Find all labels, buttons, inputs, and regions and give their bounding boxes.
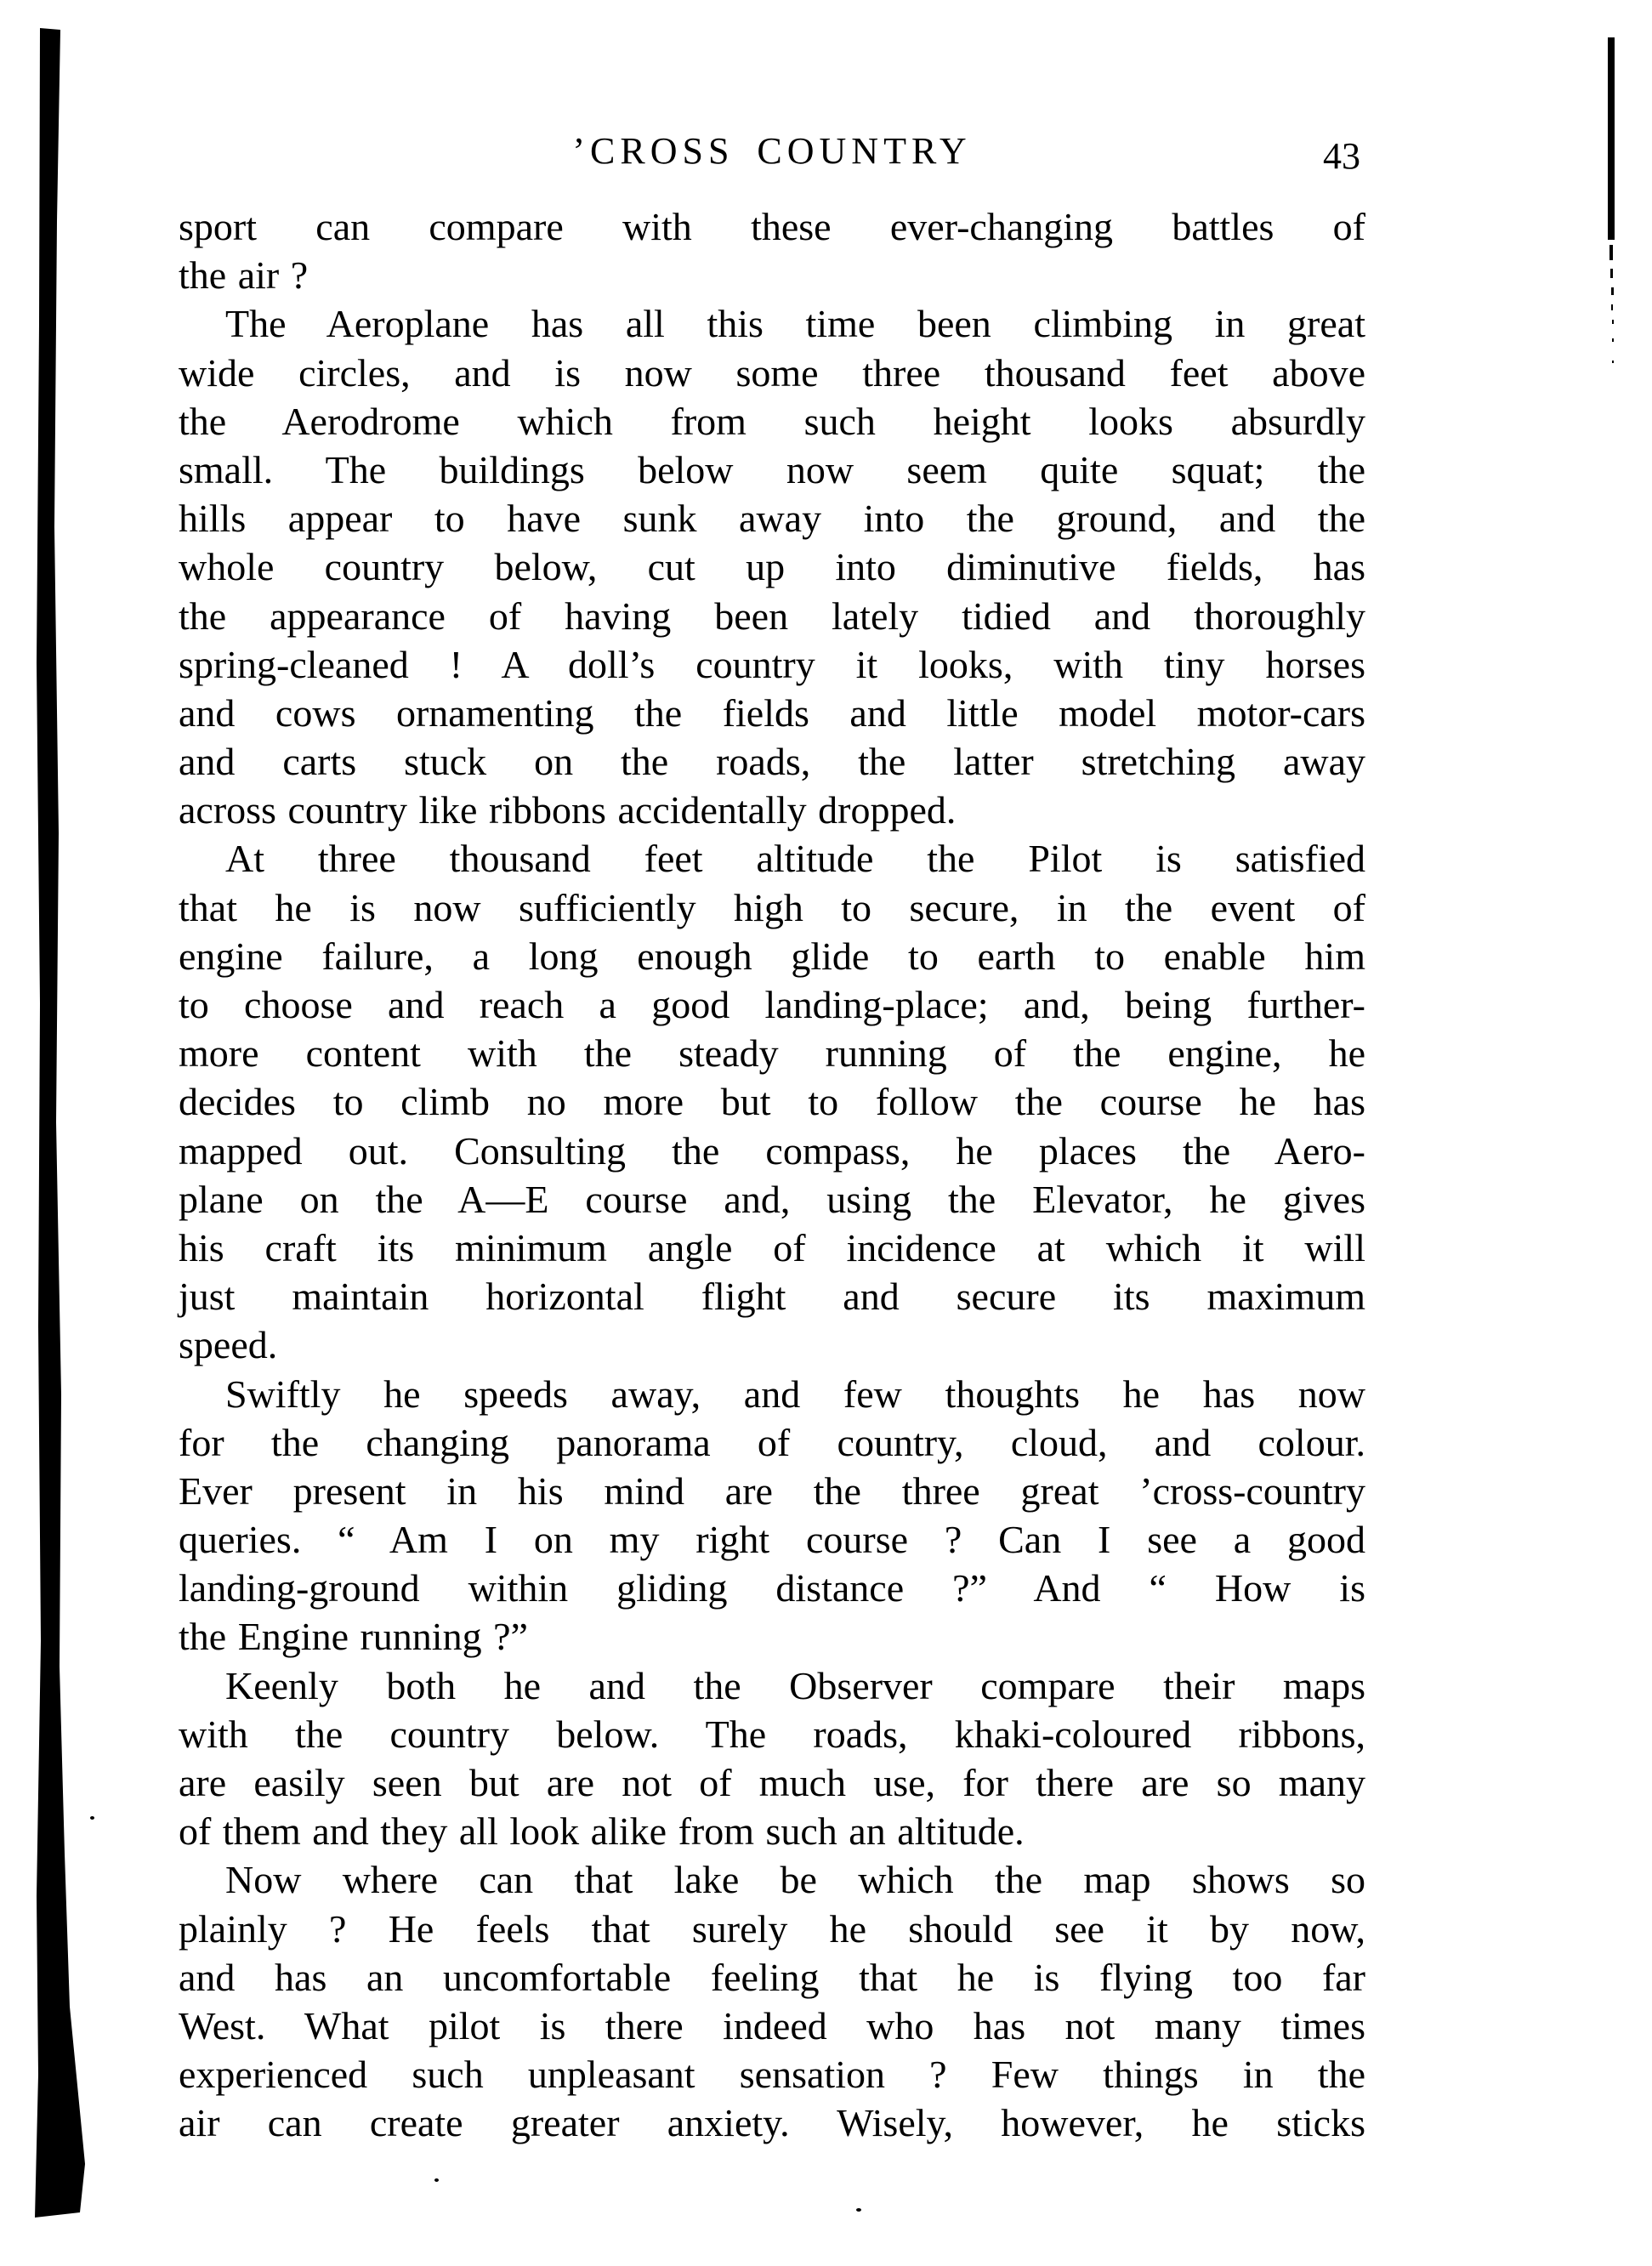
text-line: plainly ? He feels that surely he should see it by now, <box>179 1906 1365 1951</box>
text-line: air can create greater anxiety. Wisely, however, he sticks <box>179 2101 1365 2145</box>
text-line: more content with the steady running of the engine, he <box>179 1031 1365 1076</box>
text-line: across country like ribbons accidentally dropped. <box>179 788 957 832</box>
scan-speck <box>90 1816 94 1820</box>
running-head: ’CROSS COUNTRY <box>572 130 972 172</box>
text-line: the Engine running ?” <box>179 1615 528 1659</box>
text-line: West. What pilot is there indeed who has not many times <box>179 2003 1365 2047</box>
text-line: are easily seen but are not of much use, for there are so many <box>179 1761 1365 1804</box>
text-line: spring-cleaned ! A doll’s country it looks, with tiny horses <box>179 642 1365 686</box>
text-line: speed. <box>179 1323 278 1367</box>
page-text <box>179 202 1365 2148</box>
scan-speck <box>434 2178 439 2182</box>
text-line: and carts stuck on the roads, the latter stretching away <box>179 740 1365 784</box>
text-line: experienced such unpleasant sensation ? Few things in the <box>179 2053 1365 2097</box>
text-line: that he is now sufficiently high to secure, in the event of <box>179 885 1365 929</box>
text-line: plane on the A—E course and, using the Elevator, he gives <box>179 1177 1365 1221</box>
text-line: Swiftly he speeds away, and few thoughts he has now <box>225 1372 1365 1416</box>
page-edge-line <box>1608 37 1615 363</box>
text-line: engine failure, a long enough glide to earth to enable him <box>179 934 1365 978</box>
text-line: to choose and reach a good landing-place; and, being further- <box>179 983 1365 1026</box>
text-line: small. The buildings below now seem quite squat; the <box>179 447 1365 491</box>
scan-speck <box>856 2208 861 2212</box>
text-line: of them and they all look alike from such an altitude. <box>179 1809 1025 1854</box>
gutter-shadow <box>35 28 85 2218</box>
text-line: the air ? <box>179 253 309 298</box>
text-line: his craft its minimum angle of incidence at which it will <box>179 1225 1365 1269</box>
text-line: just maintain horizontal flight and secure its maximum <box>179 1275 1365 1319</box>
text-line: whole country below, cut up into diminutive fields, has <box>179 545 1365 589</box>
text-line: the Aerodrome which from such height looks absurdly <box>179 399 1365 443</box>
text-line: and cows ornamenting the fields and little model motor-cars <box>179 690 1365 735</box>
text-line: with the country below. The roads, khaki-coloured ribbons, <box>179 1712 1365 1756</box>
text-line: At three thousand feet altitude the Pilot is satisfied <box>225 837 1365 881</box>
text-line: queries. “ Am I on my right course ? Can I see a good <box>179 1518 1365 1562</box>
text-line: The Aeroplane has all this time been climbing in great <box>225 302 1365 346</box>
text-line: mapped out. Consulting the compass, he places the Aero- <box>179 1128 1365 1173</box>
text-line: for the changing panorama of country, cloud, and colour. <box>179 1420 1365 1464</box>
text-line: wide circles, and is now some three thousand feet above <box>179 350 1365 395</box>
text-line: landing-ground within gliding distance ?” And “ How is <box>179 1566 1365 1610</box>
text-line: Ever present in his mind are the three great ’cross-country <box>179 1468 1365 1513</box>
text-line: and has an uncomfortable feeling that he is flying too far <box>179 1955 1365 1999</box>
text-line: the appearance of having been lately tidied and thoroughly <box>179 593 1365 638</box>
text-line: sport can compare with these ever-changing battles of <box>179 205 1365 248</box>
text-line: hills appear to have sunk away into the ground, and the <box>179 497 1365 541</box>
text-line: Keenly both he and the Observer compare their maps <box>225 1663 1365 1707</box>
text-line: decides to climb no more but to follow the course he has <box>179 1080 1365 1124</box>
page-number: 43 <box>1323 135 1360 177</box>
text-line: Now where can that lake be which the map shows so <box>225 1858 1365 1902</box>
